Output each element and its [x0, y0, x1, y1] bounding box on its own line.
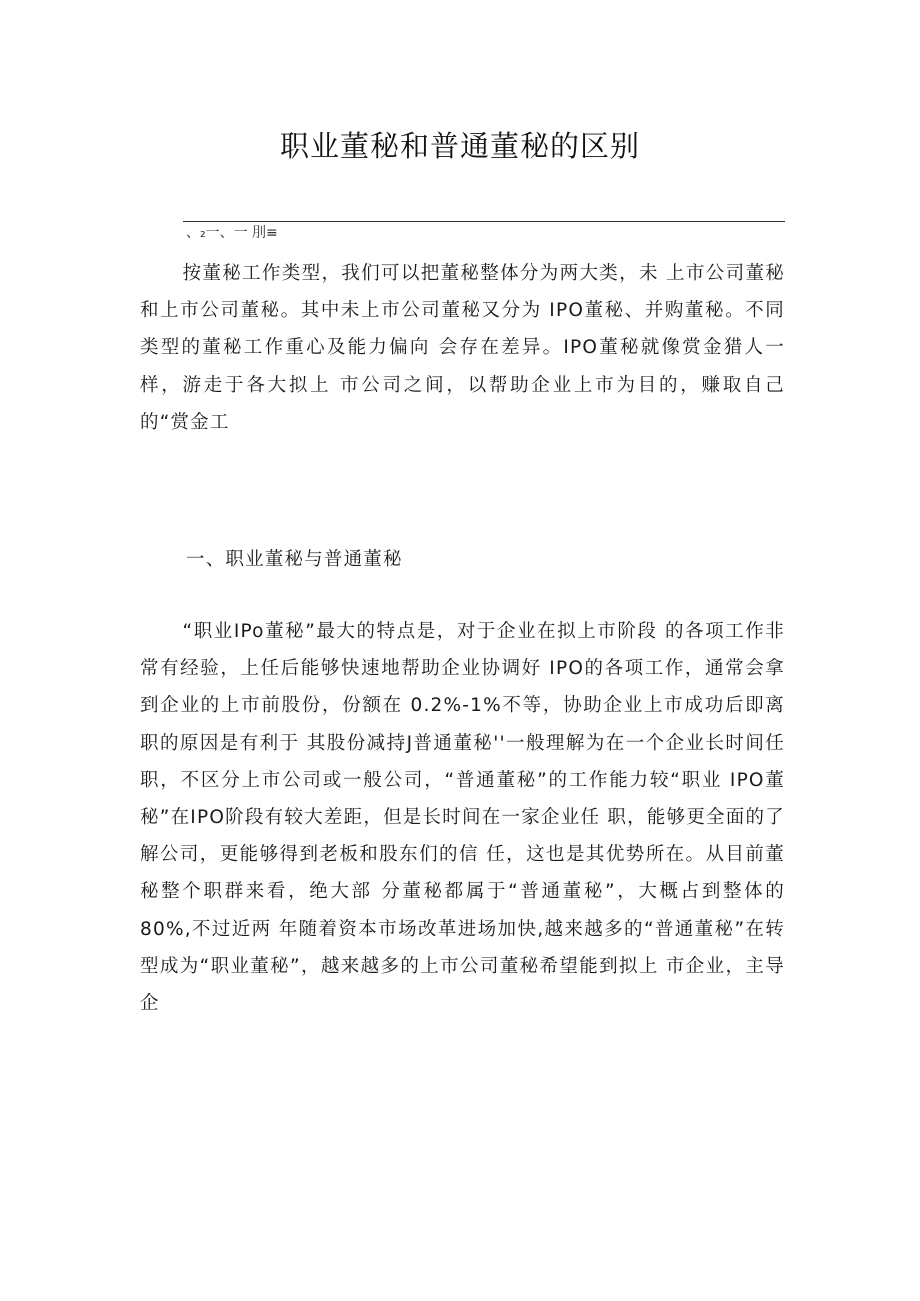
- header-text: 、₂一、一 刖≡: [186, 225, 278, 241]
- section-paragraph: “职业IPo董秘”最大的特点是，对于企业在拟上市阶段 的各项工作非常有经验，上任后能够快速地帮助企业协调好 IPO的各项工作，通常会拿到企业的上市前股份，份额在 0.2%-1%不等，协助企业上市成功后即离职的原因是有利于 其股份减持J普通董秘''一般理解为在一个企业长时间任职，不区分上市公司或一般公司，“普通董秘”的工作能力较“职业 IPO董秘”在IPO阶段有较大差距，但是长时间在一家企业任 职，能够更全面的了解公司，更能够得到老板和股东们的信 任，这也是其优势所在。从目前董秘整个职群来看，绝大部 分董秘都属于“普通董秘”，大概占到整体的80%,不过近两 年随着资本市场改革进场加快,越来越多的“普通董秘”在转 型成为“职业董秘”，越来越多的上市公司董秘希望能到拟上 市企业，主导企: [140, 621, 785, 1015]
- document-title: 职业董秘和普通董秘的区别: [279, 129, 640, 163]
- section-heading: 一、职业董秘与普通董秘: [186, 549, 403, 570]
- intro-paragraph: 按董秘工作类型，我们可以把董秘整体分为两大类，未 上市公司董秘和上市公司董秘。其中未上市公司董秘又分为 IPO董秘、并购董秘。不同类型的董秘工作重心及能力偏向 会存在差异。IPO董秘就像赏金猎人一样，游走于各大拟上 市公司之间，以帮助企业上市为目的，赚取自己的“赏金工: [140, 263, 785, 433]
